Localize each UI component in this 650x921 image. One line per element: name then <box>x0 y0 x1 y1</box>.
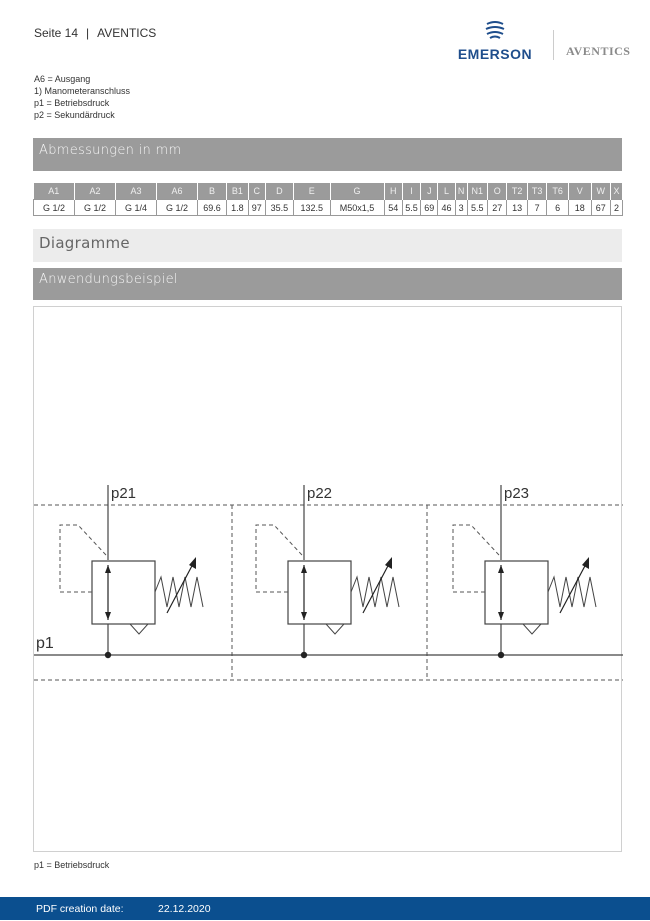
table-column-header: T6 <box>547 183 569 200</box>
dimensions-table <box>33 183 623 216</box>
logo-divider <box>553 30 554 60</box>
table-cell: 1.8 <box>227 200 249 216</box>
arrow-head-up <box>301 565 307 573</box>
section-header-application: Anwendungsbeispiel <box>33 268 622 300</box>
arrow-head-up <box>498 565 504 573</box>
exhaust-triangle <box>130 624 148 634</box>
table-cell: 5.5 <box>402 200 420 216</box>
label-p22: p22 <box>307 485 333 502</box>
pressure-regulator-symbol <box>60 485 203 658</box>
header-brand: AVENTICS <box>97 26 157 40</box>
table-cell: G 1/2 <box>74 200 115 216</box>
footer-bar <box>0 897 650 920</box>
table-cell: 18 <box>568 200 591 216</box>
valve-body <box>485 561 548 624</box>
junction-dot <box>498 652 504 658</box>
table-column-header: I <box>402 183 420 200</box>
table-cell: 69 <box>421 200 438 216</box>
footer-label: PDF creation date: <box>36 903 124 915</box>
table-column-header: B <box>197 183 226 200</box>
table-cell: G 1/4 <box>115 200 156 216</box>
note-line: p1 = Betriebsdruck <box>34 98 110 108</box>
table-column-header: A6 <box>156 183 197 200</box>
arrow-head-down <box>301 612 307 620</box>
label-p23: p23 <box>504 485 530 502</box>
table-column-header: D <box>265 183 293 200</box>
pressure-regulator-symbol <box>256 485 399 658</box>
table-cell: 46 <box>438 200 455 216</box>
section-header-diagrams: Diagramme <box>33 229 622 262</box>
table-cell: 7 <box>527 200 546 216</box>
footer-date: 22.12.2020 <box>158 903 211 915</box>
table-column-header: J <box>421 183 438 200</box>
emerson-logo-text: EMERSON <box>457 46 533 62</box>
adjust-arrow-head <box>189 557 196 569</box>
table-column-header: X <box>610 183 622 200</box>
table-row <box>34 200 623 216</box>
arrow-head-down <box>498 612 504 620</box>
table-cell: 2 <box>610 200 622 216</box>
label-p21: p21 <box>111 485 137 502</box>
table-column-header: A1 <box>34 183 75 200</box>
table-column-header: B1 <box>227 183 249 200</box>
table-cell: 13 <box>507 200 527 216</box>
pilot-line <box>60 525 106 592</box>
pneumatic-schematic <box>34 307 623 853</box>
adjust-arrow-head <box>385 557 392 569</box>
junction-dot <box>105 652 111 658</box>
table-column-header: A2 <box>74 183 115 200</box>
arrow-head-down <box>105 612 111 620</box>
table-cell: 67 <box>591 200 610 216</box>
pressure-regulator-symbol <box>453 485 596 658</box>
table-column-header: N1 <box>467 183 487 200</box>
table-column-header: V <box>568 183 591 200</box>
table-column-header: N <box>455 183 467 200</box>
pilot-line <box>453 525 499 592</box>
exhaust-triangle <box>523 624 541 634</box>
exhaust-triangle <box>326 624 344 634</box>
spring <box>155 577 203 607</box>
table-column-header: W <box>591 183 610 200</box>
table-cell: 6 <box>547 200 569 216</box>
table-cell: G 1/2 <box>34 200 75 216</box>
table-cell: 69.6 <box>197 200 226 216</box>
table-cell: 97 <box>248 200 265 216</box>
application-diagram <box>33 306 622 852</box>
note-line: A6 = Ausgang <box>34 74 91 84</box>
notes-block <box>34 73 130 121</box>
table-column-header: T3 <box>527 183 546 200</box>
table-column-header: L <box>438 183 455 200</box>
table-column-header: T2 <box>507 183 527 200</box>
label-p1: p1 <box>36 635 54 652</box>
arrow-head-up <box>105 565 111 573</box>
spring <box>351 577 399 607</box>
pilot-line <box>256 525 302 592</box>
table-column-header: O <box>488 183 507 200</box>
table-cell: 35.5 <box>265 200 293 216</box>
table-cell: 54 <box>384 200 402 216</box>
aventics-logo: AVENTICS <box>566 44 631 58</box>
table-column-header: H <box>384 183 402 200</box>
table-column-header: C <box>248 183 265 200</box>
page-header <box>34 26 156 40</box>
page-number: Seite 14 <box>34 26 79 40</box>
header-separator: | <box>86 26 90 40</box>
table-column-header: E <box>293 183 330 200</box>
table-cell: 132.5 <box>293 200 330 216</box>
spring <box>548 577 596 607</box>
table-column-header: G <box>330 183 384 200</box>
emerson-globe-icon <box>484 20 506 40</box>
table-cell: 27 <box>488 200 507 216</box>
junction-dot <box>301 652 307 658</box>
table-cell: M50x1,5 <box>330 200 384 216</box>
footnote: p1 = Betriebsdruck <box>34 860 110 870</box>
valve-body <box>288 561 351 624</box>
note-line: 1) Manometeranschluss <box>34 86 131 96</box>
valve-body <box>92 561 155 624</box>
note-line: p2 = Sekundärdruck <box>34 110 115 120</box>
table-cell: 5.5 <box>467 200 487 216</box>
emerson-logo <box>452 20 538 62</box>
section-header-dimensions: Abmessungen in mm <box>33 138 622 171</box>
table-column-header: A3 <box>115 183 156 200</box>
table-header-row <box>34 183 623 200</box>
table-cell: 3 <box>455 200 467 216</box>
adjust-arrow-head <box>582 557 589 569</box>
table-cell: G 1/2 <box>156 200 197 216</box>
